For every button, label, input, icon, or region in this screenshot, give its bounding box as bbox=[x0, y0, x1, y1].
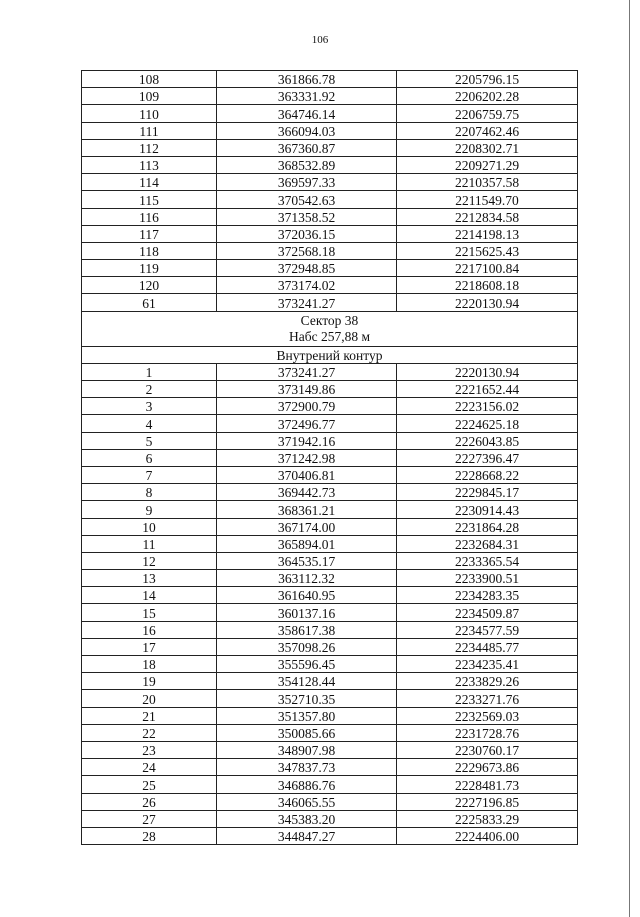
x-coordinate-cell: 371242.98 bbox=[217, 449, 397, 466]
x-coordinate-cell: 346886.76 bbox=[217, 776, 397, 793]
x-coordinate-cell: 368532.89 bbox=[217, 156, 397, 173]
y-coordinate-cell: 2211549.70 bbox=[397, 191, 578, 208]
x-coordinate-cell: 361866.78 bbox=[217, 71, 397, 88]
point-number-cell: 16 bbox=[82, 621, 217, 638]
table-row bbox=[82, 552, 578, 569]
point-number-cell: 18 bbox=[82, 656, 217, 673]
x-coordinate-cell: 364535.17 bbox=[217, 552, 397, 569]
coordinates-table-body-top bbox=[82, 71, 578, 312]
point-number-cell: 27 bbox=[82, 810, 217, 827]
point-number-cell: 118 bbox=[82, 242, 217, 259]
y-coordinate-cell: 2215625.43 bbox=[397, 242, 578, 259]
x-coordinate-cell: 363112.32 bbox=[217, 570, 397, 587]
point-number-cell: 6 bbox=[82, 449, 217, 466]
point-number-cell: 22 bbox=[82, 724, 217, 741]
table-row bbox=[82, 638, 578, 655]
y-coordinate-cell: 2220130.94 bbox=[397, 363, 578, 380]
y-coordinate-cell: 2229673.86 bbox=[397, 759, 578, 776]
y-coordinate-cell: 2207462.46 bbox=[397, 122, 578, 139]
point-number-cell: 115 bbox=[82, 191, 217, 208]
x-coordinate-cell: 354128.44 bbox=[217, 673, 397, 690]
x-coordinate-cell: 366094.03 bbox=[217, 122, 397, 139]
y-coordinate-cell: 2227396.47 bbox=[397, 449, 578, 466]
point-number-cell: 119 bbox=[82, 260, 217, 277]
point-number-cell: 15 bbox=[82, 604, 217, 621]
table-row bbox=[82, 122, 578, 139]
y-coordinate-cell: 2228481.73 bbox=[397, 776, 578, 793]
x-coordinate-cell: 371358.52 bbox=[217, 208, 397, 225]
point-number-cell: 7 bbox=[82, 466, 217, 483]
table-row bbox=[82, 621, 578, 638]
y-coordinate-cell: 2226043.85 bbox=[397, 432, 578, 449]
table-row bbox=[82, 518, 578, 535]
point-number-cell: 11 bbox=[82, 535, 217, 552]
point-number-cell: 9 bbox=[82, 501, 217, 518]
point-number-cell: 19 bbox=[82, 673, 217, 690]
point-number-cell: 26 bbox=[82, 793, 217, 810]
table-row bbox=[82, 105, 578, 122]
point-number-cell: 2 bbox=[82, 381, 217, 398]
table-row bbox=[82, 381, 578, 398]
y-coordinate-cell: 2210357.58 bbox=[397, 174, 578, 191]
x-coordinate-cell: 370542.63 bbox=[217, 191, 397, 208]
table-row bbox=[82, 741, 578, 758]
x-coordinate-cell: 371942.16 bbox=[217, 432, 397, 449]
y-coordinate-cell: 2212834.58 bbox=[397, 208, 578, 225]
x-coordinate-cell: 352710.35 bbox=[217, 690, 397, 707]
y-coordinate-cell: 2234577.59 bbox=[397, 621, 578, 638]
sector-header-cell bbox=[82, 311, 578, 346]
y-coordinate-cell: 2232684.31 bbox=[397, 535, 578, 552]
point-number-cell: 61 bbox=[82, 294, 217, 311]
table-row bbox=[82, 398, 578, 415]
table-row bbox=[82, 156, 578, 173]
table-row bbox=[82, 587, 578, 604]
y-coordinate-cell: 2220130.94 bbox=[397, 294, 578, 311]
x-coordinate-cell: 372568.18 bbox=[217, 242, 397, 259]
table-row bbox=[82, 656, 578, 673]
x-coordinate-cell: 348907.98 bbox=[217, 741, 397, 758]
table-row bbox=[82, 759, 578, 776]
contour-title: Внутрений контур bbox=[82, 346, 578, 363]
point-number-cell: 112 bbox=[82, 139, 217, 156]
table-row bbox=[82, 415, 578, 432]
point-number-cell: 21 bbox=[82, 707, 217, 724]
scan-edge-line bbox=[629, 0, 630, 917]
y-coordinate-cell: 2233900.51 bbox=[397, 570, 578, 587]
x-coordinate-cell: 364746.14 bbox=[217, 105, 397, 122]
y-coordinate-cell: 2224625.18 bbox=[397, 415, 578, 432]
table-row bbox=[82, 570, 578, 587]
x-coordinate-cell: 350085.66 bbox=[217, 724, 397, 741]
x-coordinate-cell: 351357.80 bbox=[217, 707, 397, 724]
point-number-cell: 17 bbox=[82, 638, 217, 655]
point-number-cell: 23 bbox=[82, 741, 217, 758]
point-number-cell: 110 bbox=[82, 105, 217, 122]
y-coordinate-cell: 2224406.00 bbox=[397, 827, 578, 844]
y-coordinate-cell: 2233271.76 bbox=[397, 690, 578, 707]
table-row bbox=[82, 294, 578, 311]
x-coordinate-cell: 367174.00 bbox=[217, 518, 397, 535]
point-number-cell: 28 bbox=[82, 827, 217, 844]
table-row bbox=[82, 191, 578, 208]
point-number-cell: 120 bbox=[82, 277, 217, 294]
y-coordinate-cell: 2209271.29 bbox=[397, 156, 578, 173]
x-coordinate-cell: 361640.95 bbox=[217, 587, 397, 604]
y-coordinate-cell: 2231864.28 bbox=[397, 518, 578, 535]
table-row bbox=[82, 604, 578, 621]
point-number-cell: 113 bbox=[82, 156, 217, 173]
y-coordinate-cell: 2214198.13 bbox=[397, 225, 578, 242]
y-coordinate-cell: 2230760.17 bbox=[397, 741, 578, 758]
point-number-cell: 13 bbox=[82, 570, 217, 587]
y-coordinate-cell: 2205796.15 bbox=[397, 71, 578, 88]
table-row bbox=[82, 432, 578, 449]
x-coordinate-cell: 373174.02 bbox=[217, 277, 397, 294]
point-number-cell: 117 bbox=[82, 225, 217, 242]
table-row bbox=[82, 690, 578, 707]
x-coordinate-cell: 363331.92 bbox=[217, 88, 397, 105]
sector-title: Сектор 38 bbox=[300, 312, 359, 328]
y-coordinate-cell: 2223156.02 bbox=[397, 398, 578, 415]
table-row bbox=[82, 827, 578, 844]
point-number-cell: 10 bbox=[82, 518, 217, 535]
x-coordinate-cell: 357098.26 bbox=[217, 638, 397, 655]
y-coordinate-cell: 2228668.22 bbox=[397, 466, 578, 483]
x-coordinate-cell: 369442.73 bbox=[217, 484, 397, 501]
x-coordinate-cell: 370406.81 bbox=[217, 466, 397, 483]
table-row bbox=[82, 277, 578, 294]
point-number-cell: 24 bbox=[82, 759, 217, 776]
point-number-cell: 12 bbox=[82, 552, 217, 569]
x-coordinate-cell: 358617.38 bbox=[217, 621, 397, 638]
y-coordinate-cell: 2221652.44 bbox=[397, 381, 578, 398]
page-number: 106 bbox=[311, 34, 329, 46]
point-number-cell: 4 bbox=[82, 415, 217, 432]
point-number-cell: 25 bbox=[82, 776, 217, 793]
table-row bbox=[82, 208, 578, 225]
coordinates-table bbox=[81, 70, 578, 845]
y-coordinate-cell: 2233365.54 bbox=[397, 552, 578, 569]
x-coordinate-cell: 368361.21 bbox=[217, 501, 397, 518]
y-coordinate-cell: 2234509.87 bbox=[397, 604, 578, 621]
x-coordinate-cell: 372948.85 bbox=[217, 260, 397, 277]
table-row bbox=[82, 776, 578, 793]
point-number-cell: 14 bbox=[82, 587, 217, 604]
y-coordinate-cell: 2231728.76 bbox=[397, 724, 578, 741]
table-row bbox=[82, 810, 578, 827]
y-coordinate-cell: 2208302.71 bbox=[397, 139, 578, 156]
y-coordinate-cell: 2218608.18 bbox=[397, 277, 578, 294]
point-number-cell: 111 bbox=[82, 122, 217, 139]
table-row bbox=[82, 484, 578, 501]
y-coordinate-cell: 2233829.26 bbox=[397, 673, 578, 690]
table-row bbox=[82, 449, 578, 466]
point-number-cell: 20 bbox=[82, 690, 217, 707]
table-row bbox=[82, 535, 578, 552]
x-coordinate-cell: 360137.16 bbox=[217, 604, 397, 621]
point-number-cell: 5 bbox=[82, 432, 217, 449]
x-coordinate-cell: 345383.20 bbox=[217, 810, 397, 827]
table-row bbox=[82, 793, 578, 810]
y-coordinate-cell: 2227196.85 bbox=[397, 793, 578, 810]
table-row bbox=[82, 673, 578, 690]
point-number-cell: 108 bbox=[82, 71, 217, 88]
point-number-cell: 8 bbox=[82, 484, 217, 501]
table-row bbox=[82, 724, 578, 741]
x-coordinate-cell: 347837.73 bbox=[217, 759, 397, 776]
y-coordinate-cell: 2230914.43 bbox=[397, 501, 578, 518]
y-coordinate-cell: 2229845.17 bbox=[397, 484, 578, 501]
x-coordinate-cell: 373149.86 bbox=[217, 381, 397, 398]
point-number-cell: 3 bbox=[82, 398, 217, 415]
point-number-cell: 114 bbox=[82, 174, 217, 191]
table-row bbox=[82, 501, 578, 518]
x-coordinate-cell: 372036.15 bbox=[217, 225, 397, 242]
y-coordinate-cell: 2234235.41 bbox=[397, 656, 578, 673]
y-coordinate-cell: 2234283.35 bbox=[397, 587, 578, 604]
x-coordinate-cell: 346065.55 bbox=[217, 793, 397, 810]
y-coordinate-cell: 2217100.84 bbox=[397, 260, 578, 277]
x-coordinate-cell: 367360.87 bbox=[217, 139, 397, 156]
sector-elevation: Набс 257,88 м bbox=[288, 328, 371, 344]
y-coordinate-cell: 2206759.75 bbox=[397, 105, 578, 122]
table-row bbox=[82, 71, 578, 88]
table-row bbox=[82, 174, 578, 191]
table-row bbox=[82, 466, 578, 483]
y-coordinate-cell: 2232569.03 bbox=[397, 707, 578, 724]
table-row bbox=[82, 139, 578, 156]
x-coordinate-cell: 373241.27 bbox=[217, 294, 397, 311]
point-number-cell: 1 bbox=[82, 363, 217, 380]
x-coordinate-cell: 372900.79 bbox=[217, 398, 397, 415]
table-row bbox=[82, 88, 578, 105]
x-coordinate-cell: 369597.33 bbox=[217, 174, 397, 191]
y-coordinate-cell: 2225833.29 bbox=[397, 810, 578, 827]
table-row bbox=[82, 707, 578, 724]
contour-header-row bbox=[82, 346, 578, 363]
point-number-cell: 109 bbox=[82, 88, 217, 105]
sector-header-row bbox=[82, 311, 578, 346]
coordinates-table-body-bottom bbox=[82, 363, 578, 844]
table-row bbox=[82, 260, 578, 277]
table-row bbox=[82, 225, 578, 242]
x-coordinate-cell: 344847.27 bbox=[217, 827, 397, 844]
x-coordinate-cell: 365894.01 bbox=[217, 535, 397, 552]
y-coordinate-cell: 2234485.77 bbox=[397, 638, 578, 655]
x-coordinate-cell: 372496.77 bbox=[217, 415, 397, 432]
y-coordinate-cell: 2206202.28 bbox=[397, 88, 578, 105]
section-header bbox=[82, 311, 578, 363]
x-coordinate-cell: 373241.27 bbox=[217, 363, 397, 380]
table-row bbox=[82, 242, 578, 259]
table-row bbox=[82, 363, 578, 380]
x-coordinate-cell: 355596.45 bbox=[217, 656, 397, 673]
point-number-cell: 116 bbox=[82, 208, 217, 225]
